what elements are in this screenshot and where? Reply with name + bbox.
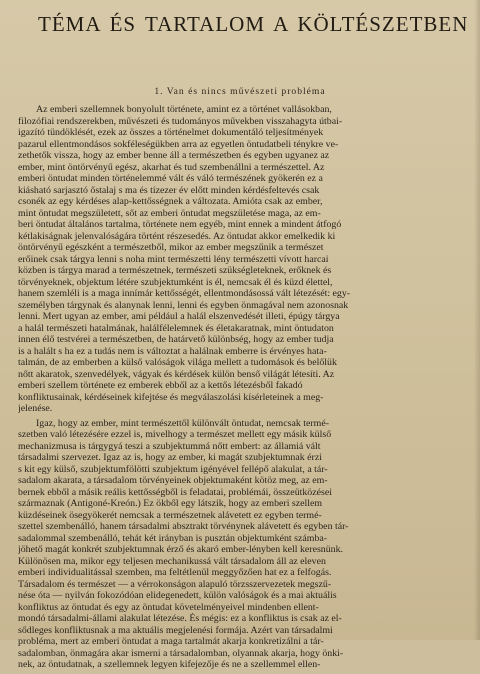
- text-line: sadalom akarata, a társadalom törvényeinek objektumaként kötöz meg, az em-: [18, 475, 328, 486]
- text-line: mechanizmusa is tárgygyá teszi a szubjektummá nőtt embert: az államiá vált: [18, 440, 321, 452]
- text-line: küzdéseinek ösegyökerét nemcsak a természetnek alávetett ez egyben termé-: [18, 509, 322, 521]
- page-edge-shadow: [474, 0, 480, 640]
- text-line: igazító tündöklését, ezek az összes a történelmet dokumentáló teljesítmények: [18, 127, 324, 138]
- text-line: nek, az öntudatnak, a szellemnek legyen kifejezője és ne a szellemmel ellen-: [18, 659, 321, 670]
- text-line: kiásható sarjasztó őstalaj s ma és tízezer év előtt minden kérdésfeltevés csak: [18, 184, 320, 196]
- text-line: probléma, mert az emberi öntudat a maga tartalmát akarja konkretizálni a tár-: [18, 636, 324, 647]
- text-line: talmán, de az emberben a külső valóságok világa mellett a tudomások és belőlük: [18, 357, 337, 368]
- text-line: jelenése.: [18, 403, 53, 414]
- text-line: személyben tárgynak és alanynak lenni, lenni és egyben önmagával nem azonosnak: [18, 299, 349, 311]
- text-line: bernek ebből a másik reális kettősségből is feladatai, problémái, összeütközései: [18, 486, 332, 498]
- text-line: erőinek csak tárgya lenni s noha mint természetti lény természetti vívott harcai: [18, 253, 329, 265]
- section-heading: 1. Van és nincs művészeti probléma: [154, 86, 326, 97]
- paragraph: [18, 104, 470, 415]
- text-line: konfliktusainak, kérdéseinek kifejtése és megválaszolási kísérleteinek a meg-: [18, 391, 324, 403]
- text-line: Különösen ma, mikor egy teljesen mechanikussá vált társadalom áll az eleven: [18, 555, 326, 567]
- paragraph: [18, 418, 470, 671]
- text-line: törvényeknek, objektum létére szubjektumként is él, nemcsak él és küzd élettel,: [18, 276, 333, 288]
- text-line: társadalmi szervezet. Igaz az is, hogy az ember, ki magát szubjektumnak érzi: [18, 452, 322, 463]
- text-line: s kit egy külső, szubjektumfölötti szubjektum igényével fellépő alakulat, a tár-: [18, 463, 328, 475]
- text-line: mondó társadalmi-állami alakulat létezése. És mégis: ez a konfliktus is csak az el-: [18, 613, 342, 624]
- text-line: emberi individualitással szemben, ma feltétlenül meggyőzően hat ez a felfogás.: [18, 567, 332, 578]
- text-line: innen élő testvérei a természetben, de határvető különbség, hogy az ember tudja: [18, 334, 334, 345]
- text-line: közben is tárgya marad a természetnek, természeti szükségleteknek, erőknek és: [18, 265, 332, 276]
- text-line: öntörvényű egészként a természetből, mikor az ember megszűnik a természet: [18, 242, 324, 253]
- text-line: nőtt akaratok, szenvedélyek, vágyak és kérdések külön benső világát létesíti. Az: [18, 368, 335, 380]
- text-line: hanem szemléli is a maga innímár kettősségét, ellentmondásossá vált létezését: egy-: [18, 288, 351, 299]
- text-line: szetben való létezésére ezzel is, mivelhogy a természet mellett egy másik külső: [18, 429, 332, 440]
- text-line: csonék az egy kérdéses alap-kettősségnek a változata. Amióta csak az ember,: [18, 196, 323, 207]
- text-line: kétlakiságnak jelenvalóságára történt részesedés. Az öntudat akkor emelkedik ki: [18, 230, 336, 242]
- text-line: pazarul ellentmondásos sokféleségükben arra az egyetlen öntudatbeli ténykre ve-: [18, 138, 339, 150]
- text-line: konfliktus az öntudat és egy az öntudat követelményeivel mindenben ellent-: [18, 601, 319, 613]
- text-line: Igaz, hogy az ember, mint természettől különvált öntudat, nemcsak termé-: [36, 417, 330, 429]
- page-title: TÉMA ÉS TARTALOM A KÖLTÉSZETBEN: [38, 12, 469, 36]
- text-line: ember, mint öntörvényű egész, akarhat és tud szembenállni a természettel. Az: [18, 161, 325, 173]
- text-line: Az emberi szellemnek bonyolult története, amint ez a történet vallásokban,: [36, 104, 332, 115]
- text-line: nése óta — nyilván fokozódóan elidegenedett, külön valóságok és a mai aktuális: [18, 590, 337, 601]
- text-line: származnak (Antigoné-Kreón.) Ez ökből egy látszik, hogy az emberi szellem: [18, 498, 323, 509]
- text-line: jöhető magát konkrét szubjektumnak érző és akaró ember-lényben kell keresnünk.: [18, 544, 344, 555]
- text-line: is a halált s ha ez a tudás nem is változtat a halálnak emberre is érvényes hata-: [18, 345, 327, 357]
- text-line: lenni. Mert ugyan az ember, ami például a halál elszenvedését illeti, épúgy tárgya: [18, 311, 340, 322]
- body-text: [18, 104, 470, 674]
- text-line: szettel szembenálló, hanem társadalmi absztrakt törvénynek alávetett és egyben tár-: [18, 521, 349, 532]
- text-line: sadalommal szembenálló, tehát két irányban is pusztán objektumként számba-: [18, 532, 328, 544]
- text-line: a halál természeti hatalmának, halálfélelemnek és életakaratnak, mint öntudaton: [18, 322, 334, 334]
- text-line: emberi szellem története ez emberek ebből az a kettős létezésből fakadó: [18, 380, 303, 391]
- text-line: sadalomban, önmagára akar ismerni a társadalomban, olyannak akarja, hogy önki-: [18, 647, 344, 659]
- text-line: Társadalom és természet — a vérrokonságon alapuló törzsszervezetek megszű-: [18, 578, 332, 590]
- text-line: sődleges konfliktusnak a ma aktuális megjelenési formája. Azért van társadalmi: [18, 624, 333, 636]
- text-line: mint öntudat megszületett, sőt az emberi öntudat megszületése maga, az em-: [18, 207, 321, 219]
- text-line: emberi öntudat minden történelemmé vált és váló természének gyökerén ez a: [18, 173, 323, 184]
- text-line: zethetők vissza, hogy az ember benne áll a természetben és egyben ugyanez az: [18, 150, 330, 161]
- text-line: filozófiai rendszerekben, művészeti és tudományos művekben visszahagyta útbai-: [18, 115, 343, 127]
- text-line: beri öntudat általános tartalma, története nem egyéb, mint ennek a mindent átfogó: [18, 219, 342, 230]
